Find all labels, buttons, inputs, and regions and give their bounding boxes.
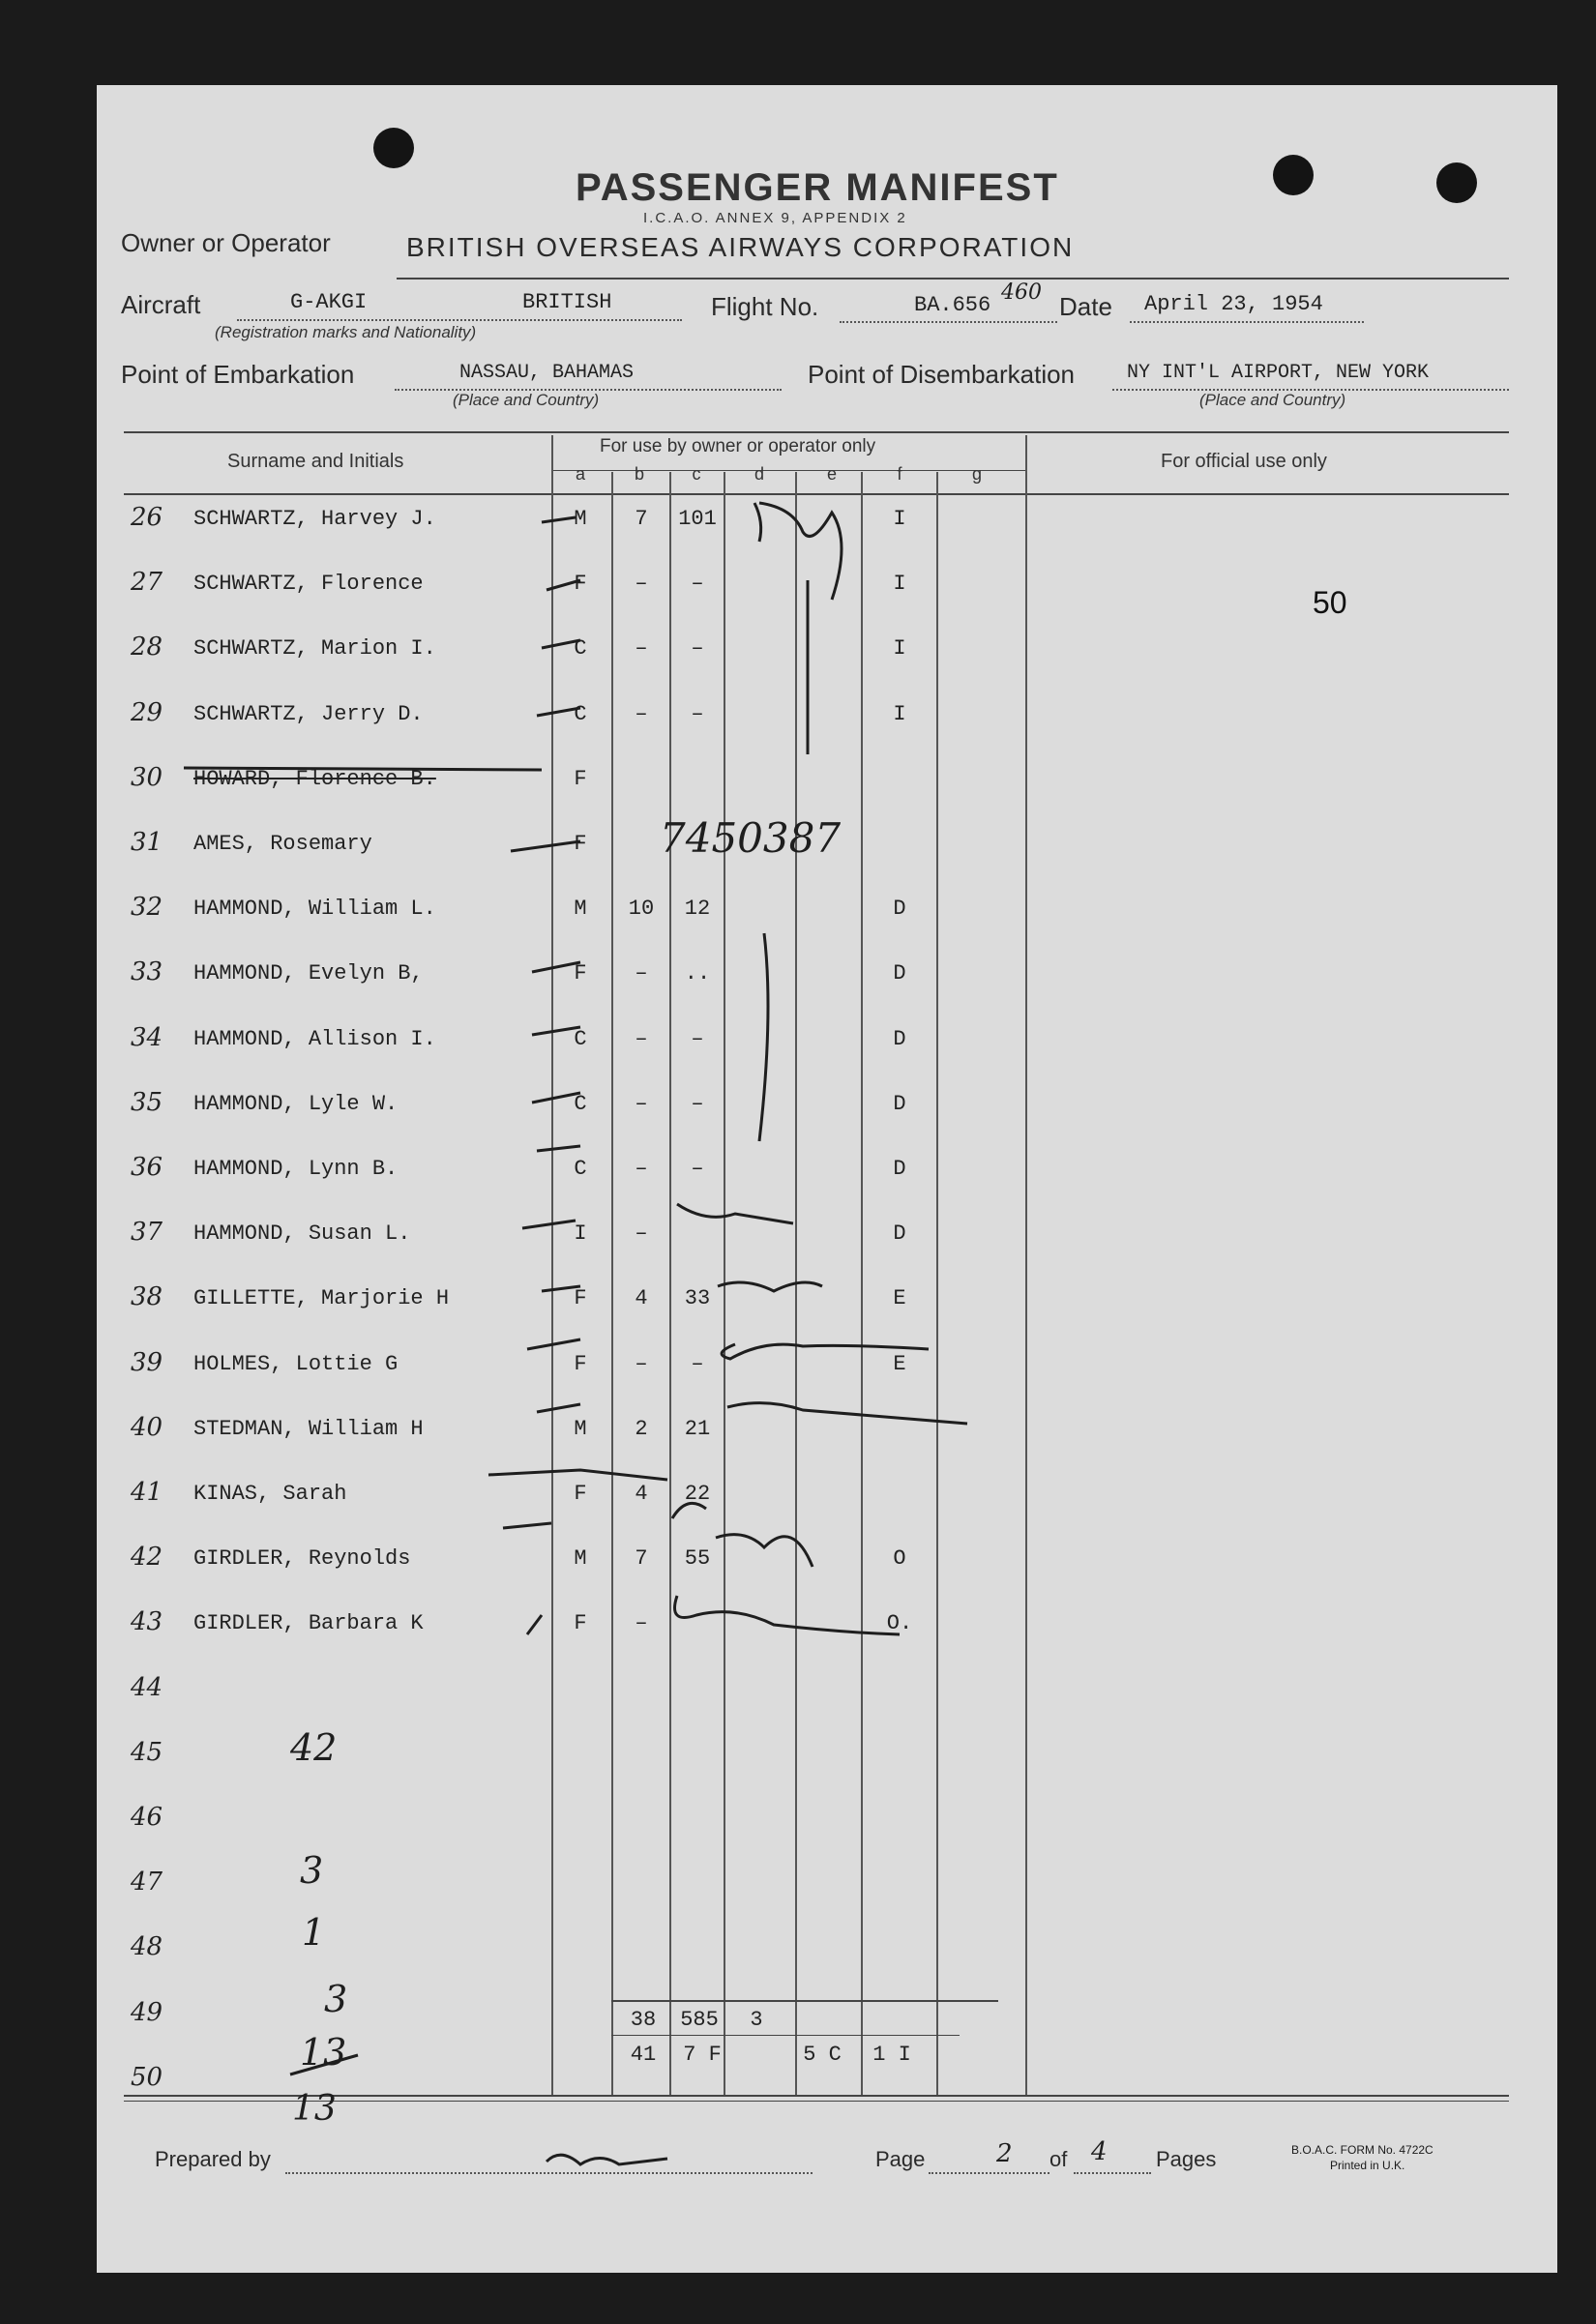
date-value: April 23, 1954 — [1144, 292, 1323, 316]
passenger-name: HOWARD, Florence B. — [193, 766, 436, 791]
cell-f: I — [893, 701, 906, 726]
cell-b: – — [635, 701, 648, 726]
column-d-header: d — [754, 464, 764, 484]
check-34 — [532, 1027, 580, 1035]
cell-f: O — [893, 1546, 906, 1572]
name-column-header: Surname and Initials — [227, 451, 404, 472]
cell-b: 4 — [635, 1286, 648, 1311]
bracket-hammond — [759, 933, 768, 1141]
cell-c: – — [691, 572, 704, 597]
cell-c: – — [691, 701, 704, 726]
form-number: B.O.A.C. FORM No. 4722C — [1291, 2143, 1433, 2157]
check-41 — [488, 1470, 667, 1480]
row-number: 50 — [131, 2062, 163, 2092]
cell-f: E — [893, 1286, 906, 1311]
disembarkation-label: Point of Disembarkation — [808, 360, 1076, 389]
flight-handwritten: 460 — [1001, 280, 1042, 305]
cell-a: F — [574, 766, 587, 791]
cell-a: C — [574, 1157, 587, 1181]
cell-f: I — [893, 572, 906, 597]
passenger-name: GIRDLER, Barbara K — [193, 1611, 424, 1636]
cell-b: – — [635, 636, 648, 662]
official-use-header: For official use only — [1161, 451, 1327, 472]
cell-a: M — [574, 897, 587, 922]
check-28 — [542, 640, 580, 648]
disembarkation-place-note: (Place and Country) — [1199, 391, 1346, 409]
handwritten-3a: 3 — [300, 1849, 324, 1892]
cell-a: I — [574, 1221, 587, 1247]
passenger-name: HAMMOND, Susan L. — [193, 1221, 411, 1247]
passenger-name: HAMMOND, Lyle W. — [193, 1091, 399, 1116]
passenger-name: SCHWARTZ, Harvey J. — [193, 507, 436, 531]
page-label: Page — [875, 2147, 926, 2171]
row-number: 27 — [131, 568, 163, 598]
owner-label: Owner or Operator — [121, 228, 331, 257]
cell-b: – — [635, 961, 648, 986]
cell-c: – — [691, 1026, 704, 1051]
cell-a: F — [574, 1611, 587, 1636]
cell-a: C — [574, 636, 587, 662]
row-number: 31 — [131, 828, 163, 857]
cell-c: – — [691, 1157, 704, 1181]
total-children: 5 C — [803, 2043, 842, 2067]
passenger-name: HAMMOND, William L. — [193, 897, 436, 922]
disembarkation-value: NY INT'L AIRPORT, NEW YORK — [1127, 362, 1430, 384]
row-number: 39 — [131, 1347, 163, 1377]
passenger-name: SCHWARTZ, Florence — [193, 572, 424, 597]
fraction-line — [290, 2055, 358, 2074]
cell-b: 10 — [628, 897, 655, 922]
scribble-37 — [677, 1204, 793, 1223]
cell-b: 7 — [635, 1546, 648, 1572]
row-number: 38 — [131, 1282, 163, 1312]
passenger-name: KINAS, Sarah — [193, 1482, 347, 1506]
total-d: 3 — [750, 2008, 763, 2032]
cell-c: .. — [684, 961, 711, 986]
row-number: 47 — [131, 1868, 163, 1897]
cell-f: D — [893, 1157, 906, 1181]
row-number: 29 — [131, 697, 163, 727]
check-33 — [532, 962, 580, 972]
cell-a: F — [574, 832, 587, 856]
row-number: 42 — [131, 1543, 163, 1573]
cell-b: – — [635, 1611, 648, 1636]
check-27 — [547, 580, 580, 590]
scribble-38 — [718, 1282, 822, 1291]
cell-c: – — [691, 1351, 704, 1376]
handwritten-3b: 3 — [324, 1978, 348, 2020]
cell-a: M — [574, 1416, 587, 1441]
check-29 — [537, 708, 580, 716]
cell-f: O. — [886, 1611, 913, 1636]
cell-c: 21 — [684, 1416, 711, 1441]
pages-label: Pages — [1156, 2147, 1217, 2171]
cell-b: – — [635, 1221, 648, 1247]
cell-a: F — [574, 1351, 587, 1376]
cell-f: E — [893, 1351, 906, 1376]
passenger-name: STEDMAN, William H — [193, 1416, 424, 1441]
row-number: 41 — [131, 1478, 163, 1507]
passenger-name: HAMMOND, Allison I. — [193, 1026, 436, 1051]
passenger-name: GILLETTE, Marjorie H — [193, 1286, 450, 1311]
total-female: 7 F — [683, 2043, 722, 2067]
row-number: 33 — [131, 957, 163, 987]
cell-b: – — [635, 572, 648, 597]
page-of-label: of — [1049, 2147, 1068, 2171]
handwritten-7450387: 7450387 — [660, 814, 842, 862]
cell-b: – — [635, 1091, 648, 1116]
total-c: 585 — [680, 2008, 719, 2032]
check-26 — [542, 517, 576, 522]
cell-f: D — [893, 1026, 906, 1051]
column-c-header: c — [692, 464, 701, 484]
column-b-header: b — [634, 464, 644, 484]
embarkation-value: NASSAU, BAHAMAS — [459, 362, 635, 384]
cell-b: – — [635, 1351, 648, 1376]
date-label: Date — [1059, 292, 1112, 321]
embarkation-label: Point of Embarkation — [121, 360, 355, 389]
row-number: 48 — [131, 1932, 163, 1962]
cell-f: D — [893, 897, 906, 922]
row-number: 30 — [131, 762, 163, 792]
handwritten-13: 13 — [300, 2031, 347, 2074]
passenger-name: HAMMOND, Lynn B. — [193, 1157, 399, 1181]
total-b: 38 — [630, 2008, 657, 2032]
row-number: 28 — [131, 632, 163, 662]
prepared-by-label: Prepared by — [155, 2147, 271, 2171]
cell-b: 2 — [635, 1416, 648, 1441]
check-37 — [522, 1221, 576, 1228]
nationality-value: BRITISH — [522, 290, 612, 314]
passenger-name: SCHWARTZ, Marion I. — [193, 636, 436, 662]
check-39 — [527, 1339, 580, 1349]
cell-f: I — [893, 636, 906, 662]
official-mark: 50 — [1313, 585, 1347, 620]
row-number: 37 — [131, 1218, 163, 1248]
handwritten-42: 42 — [290, 1726, 338, 1769]
scribble-42 — [672, 1503, 813, 1567]
scribble-ny — [754, 503, 842, 600]
cell-a: C — [574, 701, 587, 726]
cell-c: – — [691, 1091, 704, 1116]
column-e-header: e — [826, 464, 837, 484]
page-title: PASSENGER MANIFEST — [576, 166, 1059, 209]
flight-label: Flight No. — [711, 292, 819, 321]
passenger-name: GIRDLER, Reynolds — [193, 1546, 411, 1572]
passenger-name: SCHWARTZ, Jerry D. — [193, 701, 424, 726]
owner-value: BRITISH OVERSEAS AIRWAYS CORPORATION — [406, 232, 1075, 262]
cell-f: D — [893, 1221, 906, 1247]
cell-c: 22 — [684, 1482, 711, 1506]
row-number: 45 — [131, 1737, 163, 1767]
cell-a: C — [574, 1026, 587, 1051]
total-passengers: 41 — [630, 2043, 657, 2067]
cell-b: – — [635, 1157, 648, 1181]
row-number: 26 — [131, 503, 163, 532]
cell-a: F — [574, 572, 587, 597]
check-40 — [537, 1404, 580, 1412]
cell-b: 7 — [635, 507, 648, 531]
passenger-name: HOLMES, Lottie G — [193, 1351, 399, 1376]
total-infants: 1 I — [872, 2043, 911, 2067]
check-36 — [537, 1146, 580, 1151]
cell-a: F — [574, 1286, 587, 1311]
cell-c: 12 — [684, 897, 711, 922]
cell-a: F — [574, 1482, 587, 1506]
flight-value: BA.656 — [914, 293, 991, 317]
cell-f: I — [893, 507, 906, 531]
row-number: 35 — [131, 1087, 163, 1117]
check-31 — [511, 841, 580, 851]
cell-c: 55 — [684, 1546, 711, 1572]
scribble-43 — [675, 1596, 901, 1634]
owner-use-header: For use by owner or operator only — [600, 436, 876, 456]
cell-a: C — [574, 1091, 587, 1116]
cell-c: – — [691, 636, 704, 662]
row-number: 43 — [131, 1607, 163, 1637]
row-number: 34 — [131, 1022, 163, 1052]
handwritten-13-total: 13 — [292, 2089, 337, 2129]
check-35 — [532, 1093, 580, 1103]
row-number: 32 — [131, 893, 163, 923]
row-number: 36 — [131, 1153, 163, 1182]
passenger-name: HAMMOND, Evelyn B, — [193, 961, 424, 986]
printed-in: Printed in U.K. — [1330, 2159, 1405, 2172]
column-g-header: g — [971, 464, 982, 484]
column-a-header: a — [575, 464, 585, 484]
cell-a: F — [574, 961, 587, 986]
registration-note: (Registration marks and Nationality) — [215, 323, 477, 341]
cell-f: D — [893, 1091, 906, 1116]
cell-f: D — [893, 961, 906, 986]
cell-c: 33 — [684, 1286, 711, 1311]
row-number: 44 — [131, 1672, 163, 1702]
handwritten-1: 1 — [302, 1911, 326, 1954]
cell-c: 101 — [678, 507, 717, 531]
check-43 — [527, 1615, 542, 1634]
check-38 — [542, 1286, 580, 1291]
row-number: 49 — [131, 1997, 163, 2027]
aircraft-label: Aircraft — [121, 290, 201, 319]
check-42 — [503, 1523, 551, 1528]
embarkation-place-note: (Place and Country) — [453, 391, 600, 409]
aircraft-value: G-AKGI — [290, 290, 368, 314]
cell-a: M — [574, 507, 587, 531]
page-subtitle: I.C.A.O. ANNEX 9, APPENDIX 2 — [643, 210, 907, 226]
scribble-40 — [727, 1403, 967, 1424]
cell-a: M — [574, 1546, 587, 1572]
strike-30 — [184, 768, 542, 770]
page-number: 2 — [996, 2139, 1013, 2168]
scribble-39 — [722, 1344, 929, 1359]
column-f-header: f — [897, 464, 902, 484]
passenger-name: AMES, Rosemary — [193, 832, 372, 856]
page-total: 4 — [1091, 2137, 1108, 2166]
row-number: 46 — [131, 1803, 163, 1832]
row-number: 40 — [131, 1412, 163, 1442]
cell-b: 4 — [635, 1482, 648, 1506]
cell-b: – — [635, 1026, 648, 1051]
